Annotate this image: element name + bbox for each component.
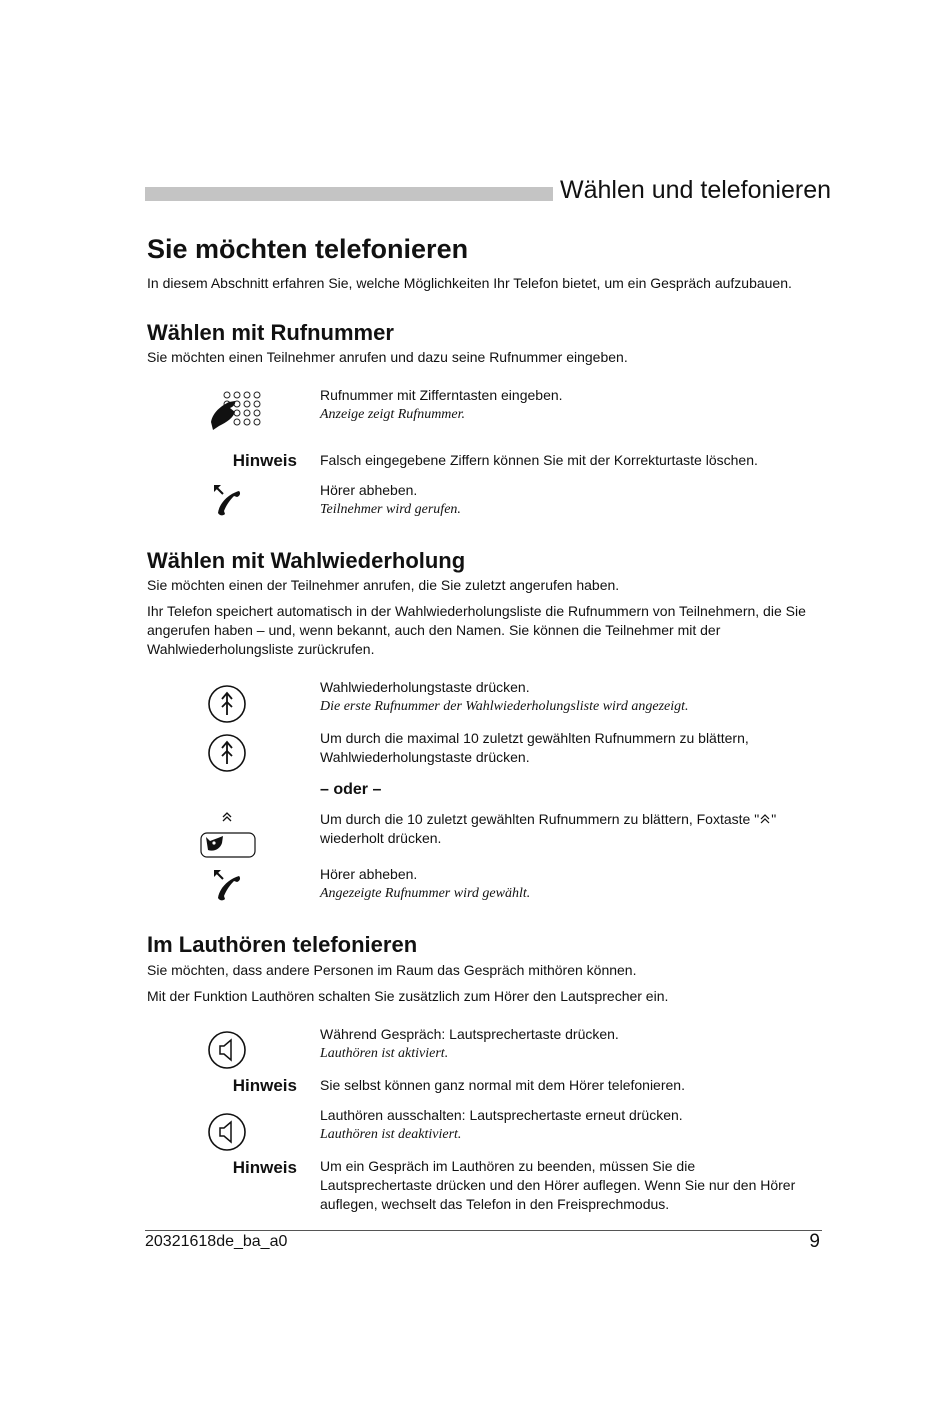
document-code: 20321618de_ba_a0: [145, 1233, 288, 1250]
oder-separator: – oder –: [320, 781, 382, 798]
hinweis-label: Hinweis: [232, 1158, 297, 1177]
step-action: Um durch die 10 zuletzt gewählten Rufnummern zu blättern, Foxtaste ": [320, 811, 760, 827]
step-lauthoeren-ausschalten: [320, 1106, 820, 1144]
hinweis-label: Hinweis: [232, 451, 297, 470]
section-text: Sie möchten, dass andere Personen im Raum das Gespräch mithören können.: [147, 962, 637, 978]
step-action: Rufnummer mit Zifferntasten eingeben.: [320, 387, 563, 403]
page-number: 9: [809, 1231, 820, 1252]
redial-key-icon: [207, 684, 247, 724]
step-wahlwiederholung: [320, 678, 820, 716]
section-heading-rufnummer: Wählen mit Rufnummer: [147, 320, 394, 345]
section-heading-lauthoeren: Im Lauthören telefonieren: [147, 932, 418, 957]
step-rufnummer-eingeben: [320, 386, 820, 424]
handset-lift-icon: [212, 868, 244, 902]
section-text: Sie möchten einen der Teilnehmer anrufen, die Sie zuletzt angerufen haben.: [147, 577, 620, 593]
step-hoerer-abheben-2: [320, 865, 820, 903]
step-foxtaste: [320, 810, 820, 848]
step-action: Während Gespräch: Lautsprechertaste drücken.: [320, 1026, 619, 1042]
header-bar: [145, 187, 553, 201]
redial-key-icon: [207, 733, 247, 773]
step-result: Lauthören ist deaktiviert.: [320, 1127, 462, 1142]
step-lauthoeren-aktivieren: [320, 1025, 820, 1063]
step-hoerer-abheben: [320, 481, 820, 519]
speaker-key-icon: [207, 1112, 247, 1152]
step-action-end: " wiederholt drücken.: [320, 811, 777, 846]
footer-rule: [145, 1230, 822, 1231]
step-result: Anzeige zeigt Rufnummer.: [320, 407, 466, 422]
hinweis-text: Um ein Gespräch im Lauthören zu beenden, müssen Sie die Lautsprechertaste drücken und den Hörer auflegen. Wenn Sie nur den Hörer auflegen, wechselt das Telefon in den Freisprechmodus.: [320, 1158, 796, 1212]
step-blaettern: Um durch die maximal 10 zuletzt gewählten Rufnummern zu blättern, Wahlwiederholungstaste drücken.: [320, 730, 749, 765]
section-text: Mit der Funktion Lauthören schalten Sie zusätzlich zum Hörer den Lautsprecher ein.: [147, 988, 669, 1004]
section-heading-wahlwiederholung: Wählen mit Wahlwiederholung: [147, 548, 466, 573]
speaker-key-icon: [207, 1030, 247, 1070]
hinweis-text: Falsch eingegebene Ziffern können Sie mit der Korrekturtaste löschen.: [320, 452, 758, 468]
page-title: Sie möchten telefonieren: [147, 234, 469, 264]
hinweis-label: Hinweis: [232, 1076, 297, 1095]
step-action: Hörer abheben.: [320, 482, 418, 498]
fox-up-icon: [759, 813, 771, 825]
intro-text: In diesem Abschnitt erfahren Sie, welche Möglichkeiten Ihr Telefon bietet, um ein Gespräch aufzubauen.: [147, 275, 792, 291]
keypad-icon: [205, 388, 261, 434]
handset-lift-icon: [212, 483, 244, 517]
step-action: Wahlwiederholungstaste drücken.: [320, 679, 530, 695]
chapter-title: Wählen und telefonieren: [560, 176, 832, 204]
step-result: Angezeigte Rufnummer wird gewählt.: [320, 886, 531, 901]
fox-key-icon: [198, 810, 258, 860]
step-result: Teilnehmer wird gerufen.: [320, 502, 461, 517]
step-result: Lauthören ist aktiviert.: [320, 1046, 449, 1061]
step-action: Lauthören ausschalten: Lautsprechertaste erneut drücken.: [320, 1107, 683, 1123]
section-text: Sie möchten einen Teilnehmer anrufen und dazu seine Rufnummer eingeben.: [147, 349, 628, 365]
hinweis-text: Sie selbst können ganz normal mit dem Hörer telefonieren.: [320, 1077, 685, 1093]
step-result: Die erste Rufnummer der Wahlwiederholungsliste wird angezeigt.: [320, 699, 689, 714]
step-action: Hörer abheben.: [320, 866, 418, 882]
section-text: Ihr Telefon speichert automatisch in der Wahlwiederholungsliste die Rufnummern von Teilnehmern, die Sie angerufen haben – und, wenn bekannt, auch den Namen. Sie können die Teilnehmer mit der Wahlwiederholungsliste zurückrufen.: [147, 603, 806, 657]
